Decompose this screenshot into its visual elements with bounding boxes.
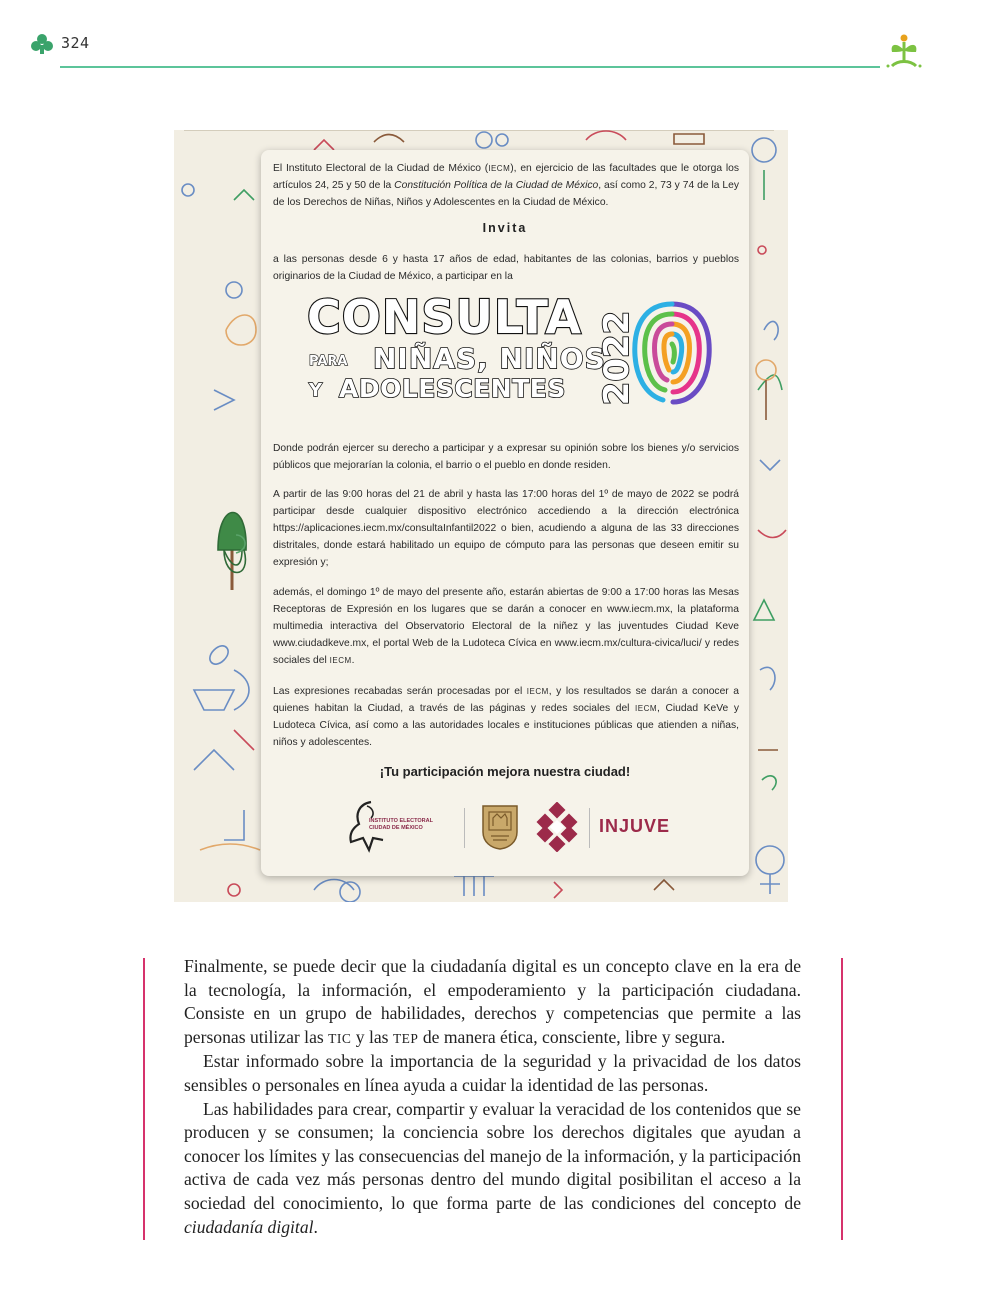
logo-separator	[464, 808, 465, 848]
acronym-tic: TIC	[328, 1030, 352, 1046]
resultados-acronym-b: IECM	[635, 704, 658, 713]
right-margin-rule	[841, 958, 843, 1240]
paragraph-habilidades	[184, 1098, 801, 1240]
paragraph-derecho: Donde podrán ejercer su derecho a participar y a expresar su opinión sobre los bienes y/o servicios públicos que mejorarían la colonia, el barrio o el pueblo en donde residen.	[273, 443, 739, 471]
intro-acronym: IECM	[488, 164, 511, 173]
habilidades-end: .	[313, 1216, 318, 1237]
intro-text-a: El Instituto Electoral de la Ciudad de México (	[273, 163, 489, 174]
paragraph-mesas	[273, 584, 739, 669]
mesas-text: además, el domingo 1º de mayo del presente año, estarán abiertas de 9:00 a 17:00 horas las Mesas Receptoras de Expresión en los lugares que se darán a conocer en www.iecm.mx, la plataforma multimedia interactiva del Observatorio Electoral de la niñez y las juventudes Ciudad Keve www.ciudadkeve.mx, el portal Web de la Ludoteca Cívica en www.iecm.mx/cultura-civica/luci/ y redes sociales del	[273, 587, 739, 666]
habilidades-text: Las habilidades para crear, compartir y evaluar la veracidad de los contenidos que se producen y se consumen; la conciencia sobre los derechos digitales que ayudan a conocer los límites y las consecuencias del manejo de la información, y la participación activa de cada vez más personas dentro del mundo digital posibilitan el acceso a la sociedad del conocimiento, lo que forma parte de las condiciones del concepto de	[184, 1098, 801, 1213]
intro-text-b: ), en ejercicio de las facultades que le otorga los artículos 24, 25 y 50 de la	[273, 163, 739, 191]
sprout-logo-icon	[884, 32, 924, 72]
title-ninas-ninos: NIÑAS, NIÑOS	[373, 342, 606, 375]
iecm-name-line1: INSTITUTO ELECTORAL	[369, 818, 433, 824]
fingerprint-icon	[629, 296, 715, 408]
consulta-title	[299, 292, 729, 420]
ciudadania-text: Finalmente, se puede decir que la ciudadanía digital es un concepto clave en la era de la tecnología, la información, el empoderamiento y la participación ciudadana. Consiste en un grupo de habilidades, derechos y competencias que permite a las personas utilizar las	[184, 956, 801, 1047]
ciudadania-and: y las	[351, 1026, 393, 1047]
acronym-tep: TEP	[392, 1030, 419, 1046]
paragraph-resultados	[273, 683, 739, 751]
resultados-text-a: Las expresiones recabadas serán procesadas por el	[273, 686, 527, 697]
intro-paragraph	[273, 160, 739, 211]
invita-heading: Invita	[482, 221, 528, 235]
cdmx-knot-icon	[533, 802, 581, 852]
title-year: 2022	[597, 310, 637, 406]
clover-icon	[30, 33, 54, 55]
title-adolescentes: ADOLESCENTES	[339, 374, 566, 403]
invite-paragraph: a las personas desde 6 y hasta 17 años de edad, habitantes de las colonias, barrios y pueblos originarios de la Ciudad de México, a participar en la	[273, 254, 739, 282]
cdmx-shield-icon	[481, 804, 519, 850]
left-margin-rule	[143, 958, 145, 1240]
slogan: ¡Tu participación mejora nuestra ciudad!	[379, 764, 631, 779]
resultados-text-b: , y los resultados se darán a conocer a quienes habitan la Ciudad, a través de las páginas y redes sociales del	[273, 686, 739, 714]
logo-separator	[589, 808, 590, 848]
intro-text-c: , así como 2, 73 y 74 de la Ley de los Derechos de Niñas, Niños y Adolescentes en la Ciudad de México.	[273, 180, 739, 208]
consulta-poster	[174, 130, 788, 902]
paragraph-ciudadania	[184, 955, 801, 1050]
iecm-logo	[345, 798, 445, 854]
paragraph-seguridad: Estar informado sobre la importancia de la seguridad y la privacidad de los datos sensibles o personales en línea ayuda a cuidar la identidad de las personas.	[184, 1051, 801, 1095]
resultados-text-c: , Ciudad KeVe y Ludoteca Cívica, así como a las autoridades locales e instituciones públicas que atienden a niñas, niños y adolescentes.	[273, 703, 739, 748]
resultados-acronym-a: IECM	[526, 687, 549, 696]
invitation-card	[261, 150, 749, 876]
mesas-acronym: IECM	[329, 656, 352, 665]
title-consulta: CONSULTA	[307, 290, 582, 344]
title-para: PARA	[309, 354, 348, 369]
title-y: Y	[309, 380, 323, 401]
iecm-name-line2: CIUDAD DE MÉXICO	[369, 825, 423, 831]
habilidades-emphasis: ciudadanía digital	[184, 1216, 314, 1237]
injuve-logo-text: INJUVE	[599, 816, 671, 836]
body-text	[184, 955, 801, 1239]
mesas-end: .	[351, 655, 355, 666]
intro-constitution: Constitución Política de la Ciudad de México	[394, 180, 599, 191]
header-rule	[60, 66, 880, 68]
page-number: 324	[61, 34, 90, 52]
paragraph-fechas: A partir de las 9:00 horas del 21 de abril y hasta las 17:00 horas del 1º de mayo de 2022 se podrá participar desde cualquier dispositivo electrónico accediendo a la dirección electrónica https://aplicaciones.iecm.mx/consultaInfantil2022 o bien, acudiendo a alguna de las 33 direcciones distritales, donde estará habilitado un equipo de cómputo para las personas que deseen emitir su expresión y;	[273, 489, 739, 568]
ciudadania-end: de manera ética, consciente, libre y segura.	[418, 1026, 726, 1047]
logo-strip	[261, 798, 749, 858]
